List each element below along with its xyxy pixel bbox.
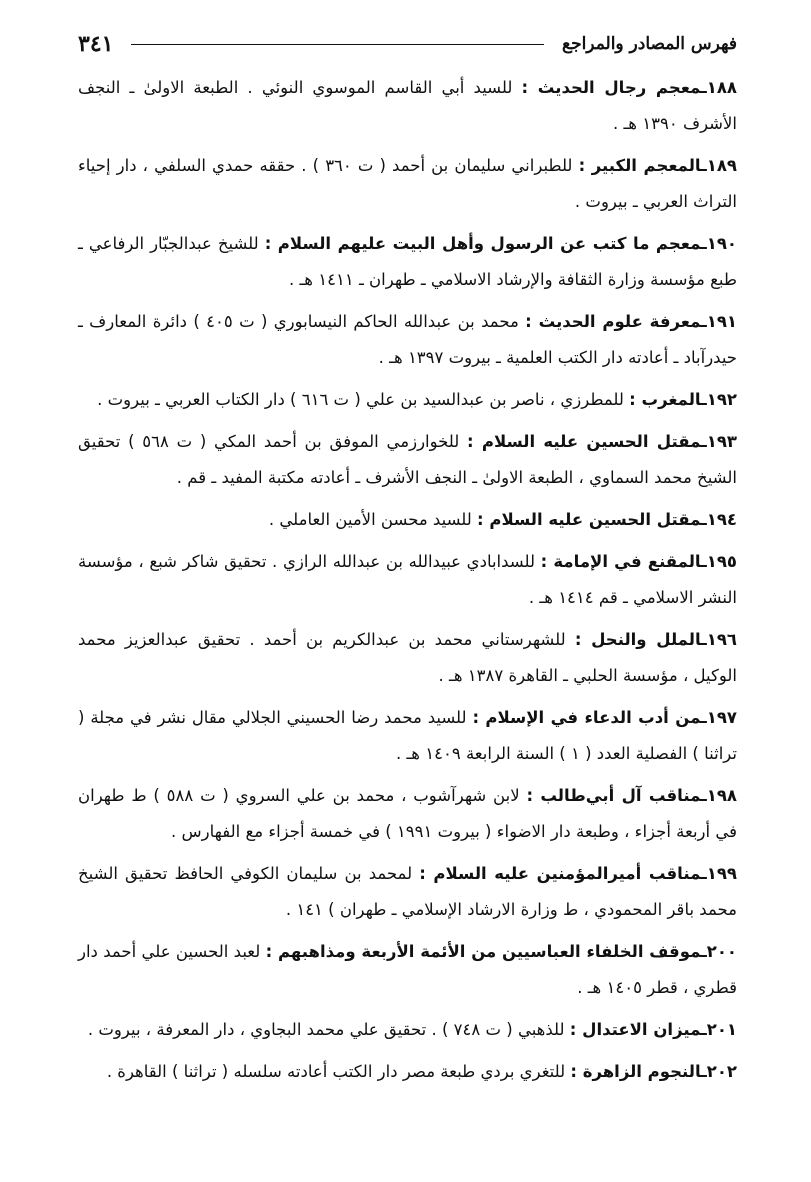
entry-details: للذهبي ( ت ٧٤٨ ) . تحقيق علي محمد البجاوي ، دار المعرفة ، بيروت .: [87, 1020, 570, 1039]
entry-details: للطبراني سليمان بن أحمد ( ت ٣٦٠ ) . حققه حمدي السلفي ، دار إحياء التراث العربي ـ بيروت .: [78, 156, 737, 211]
running-title: فهرس المصادر والمراجع: [562, 34, 737, 54]
entry-number: ٢٠٢ـ: [701, 1062, 737, 1081]
bibliography-list: [78, 70, 737, 1096]
running-header: [78, 26, 737, 62]
bibliography-entry: [78, 778, 737, 856]
bibliography-entry: [78, 700, 737, 778]
bibliography-entry: [78, 424, 737, 502]
entry-title: مناقب آل أبي‌طالب :: [526, 786, 702, 805]
entry-number: ١٩٣ـ: [701, 432, 737, 451]
bibliography-entry: [78, 70, 737, 148]
entry-details: محمد بن عبدالله الحاكم النيسابوري ( ت ٤٠٥ ) دائرة المعارف ـ حيدرآباد ـ أعادته دار الكتب العلمية ـ بيروت ١٣٩٧ هـ .: [78, 312, 737, 367]
entry-details: لمحمد بن سليمان الكوفي الحافظ تحقيق الشيخ محمد باقر المحمودي ، ط وزارة الارشاد الإسلامي ـ طهران ) ١٤١ .: [78, 864, 737, 919]
entry-number: ١٩٩ـ: [701, 864, 737, 883]
entry-details: للسدابادي عبيدالله بن عبدالله الرازي . تحقيق شاكر شبع ، مؤسسة النشر الاسلامي ـ قم ١٤١٤ هـ .: [78, 552, 737, 607]
entry-details: للسيد أبي القاسم الموسوي النوئي . الطبعة الاولىٰ ـ النجف الأشرف ١٣٩٠ هـ .: [78, 78, 737, 133]
bibliography-entry: [78, 544, 737, 622]
entry-title: مقتل الحسين عليه السلام :: [477, 510, 702, 529]
entry-title: المغرب :: [629, 390, 702, 409]
bibliography-entry: [78, 622, 737, 700]
bibliography-entry: [78, 856, 737, 934]
entry-title: معرفة علوم الحديث :: [525, 312, 702, 331]
page-number: ٣٤١: [78, 31, 114, 57]
entry-number: ١٨٨ـ: [701, 78, 737, 97]
bibliography-entry: [78, 1054, 737, 1096]
entry-number: ٢٠٠ـ: [701, 942, 737, 961]
entry-details: لعبد الحسين علي أحمد دار قطري ، قطر ١٤٠٥ هـ .: [78, 942, 737, 997]
entry-number: ١٩٦ـ: [701, 630, 737, 649]
bibliography-entry: [78, 148, 737, 226]
header-rule: [131, 44, 544, 45]
entry-title: المقنع في الإمامة :: [540, 552, 702, 571]
entry-title: مقتل الحسين عليه السلام :: [467, 432, 702, 451]
bibliography-entry: [78, 304, 737, 382]
entry-details: للشيخ عبدالجبّار الرفاعي ـ طبع مؤسسة وزارة الثقافة والإرشاد الاسلامي ـ طهران ـ ١٤١١ هـ .: [78, 234, 737, 289]
entry-details: للسيد محسن الأمين العاملي .: [268, 510, 478, 529]
entry-title: موقف الخلفاء العباسيين من الأئمة الأربعة ومذاهبهم :: [265, 942, 702, 961]
entry-details: للمطرزي ، ناصر بن عبدالسيد بن علي ( ت ٦١٦ ) دار الكتاب العربي ـ بيروت .: [97, 390, 630, 409]
entry-details: لابن شهرآشوب ، محمد بن علي السروي ( ت ٥٨٨ ) ط طهران في أربعة أجزاء ، وطبعة دار الاضواء ( بيروت ١٩٩١ ) في خمسة أجزاء مع الفهارس .: [78, 786, 737, 841]
bibliography-entry: [78, 502, 737, 544]
entry-number: ١٨٩ـ: [701, 156, 737, 175]
entry-title: النجوم الزاهرة :: [570, 1062, 702, 1081]
entry-number: ١٩١ـ: [701, 312, 737, 331]
entry-title: ميزان الاعتدال :: [569, 1020, 702, 1039]
entry-title: مناقب أميرالمؤمنين عليه السلام :: [419, 864, 702, 883]
entry-number: ١٩٥ـ: [701, 552, 737, 571]
bibliography-entry: [78, 382, 737, 424]
bibliography-entry: [78, 934, 737, 1012]
entry-number: ١٩٢ـ: [701, 390, 737, 409]
entry-title: من أدب الدعاء في الإسلام :: [472, 708, 702, 727]
entry-details: للشهرستاني محمد بن عبدالكريم بن أحمد . تحقيق عبدالعزيز محمد الوكيل ، مؤسسة الحلبي ـ القاهرة ١٣٨٧ هـ .: [78, 630, 737, 685]
entry-details: للخوارزمي الموفق بن أحمد المكي ( ت ٥٦٨ ) تحقيق الشيخ محمد السماوي ، الطبعة الاولىٰ ـ النجف الأشرف ـ أعادته مكتبة المفيد ـ قم .: [78, 432, 737, 487]
entry-number: ١٩٤ـ: [701, 510, 737, 529]
entry-title: معجم ما كتب عن الرسول وأهل البيت عليهم السلام :: [264, 234, 702, 253]
entry-details: للتغري بردي طبعة مصر دار الكتب أعادته سلسله ( تراثنا ) القاهرة .: [106, 1062, 571, 1081]
bibliography-entry: [78, 1012, 737, 1054]
entry-number: ١٩٧ـ: [701, 708, 737, 727]
entry-number: ١٩٨ـ: [701, 786, 737, 805]
entry-details: للسيد محمد رضا الحسيني الجلالي مقال نشر في مجلة ( تراثنا ) الفصلية العدد ( ١ ) السنة الرابعة ١٤٠٩ هـ .: [78, 708, 737, 763]
entry-number: ١٩٠ـ: [701, 234, 737, 253]
bibliography-entry: [78, 226, 737, 304]
entry-number: ٢٠١ـ: [701, 1020, 737, 1039]
entry-title: المعجم الكبير :: [578, 156, 702, 175]
entry-title: معجم رجال الحديث :: [521, 78, 702, 97]
entry-title: الملل والنحل :: [574, 630, 702, 649]
